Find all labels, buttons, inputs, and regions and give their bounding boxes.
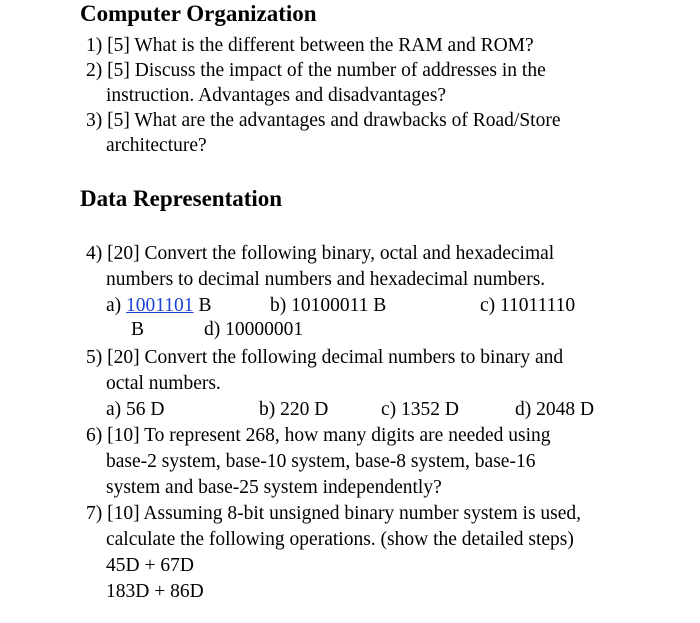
question-4-option-b: b) 10100011 B — [270, 295, 387, 316]
question-4-option-c-unit: B — [131, 319, 145, 340]
question-4-line-1: 4) [20] Convert the following binary, octal and hexadecimal — [86, 243, 555, 264]
question-5-option-c: c) 1352 D — [381, 399, 459, 420]
question-5-line-2: octal numbers. — [106, 373, 221, 394]
binary-number-link[interactable]: 1001101 — [126, 295, 194, 316]
section-title-computer-organization: Computer Organization — [80, 1, 317, 26]
question-5-option-b: b) 220 D — [259, 399, 329, 420]
question-2-line-2: instruction. Advantages and disadvantages? — [106, 85, 447, 106]
question-4-option-a — [106, 294, 211, 318]
question-6-line-2: base-2 system, base-10 system, base-8 system, base-16 — [106, 451, 536, 472]
question-3-line-2: architecture? — [106, 135, 207, 156]
question-4-option-a-prefix: a) — [106, 295, 127, 316]
question-5-line-1: 5) [20] Convert the following decimal numbers to binary and — [86, 347, 564, 368]
question-7-operation-2: 183D + 86D — [106, 581, 204, 602]
question-5-option-d: d) 2048 D — [515, 399, 595, 420]
question-1: 1) [5] What is the different between the RAM and ROM? — [86, 35, 534, 56]
question-7-line-2: calculate the following operations. (show the detailed steps) — [106, 529, 574, 550]
question-5-option-a: a) 56 D — [106, 399, 165, 420]
question-4-line-2: numbers to decimal numbers and hexadecimal numbers. — [106, 269, 546, 290]
question-7-line-1: 7) [10] Assuming 8-bit unsigned binary number system is used, — [86, 503, 582, 524]
question-4-option-d: d) 10000001 — [204, 319, 304, 340]
question-2-line-1: 2) [5] Discuss the impact of the number of addresses in the — [86, 60, 546, 81]
question-6-line-3: system and base-25 system independently? — [106, 477, 442, 498]
question-6-line-1: 6) [10] To represent 268, how many digits are needed using — [86, 425, 551, 446]
question-7-operation-1: 45D + 67D — [106, 555, 194, 576]
section-title-data-representation: Data Representation — [80, 186, 283, 211]
question-4-option-a-suffix: B — [193, 295, 212, 316]
question-4-option-c: c) 11011110 — [480, 295, 576, 316]
question-3-line-1: 3) [5] What are the advantages and drawbacks of Road/Store — [86, 110, 561, 131]
